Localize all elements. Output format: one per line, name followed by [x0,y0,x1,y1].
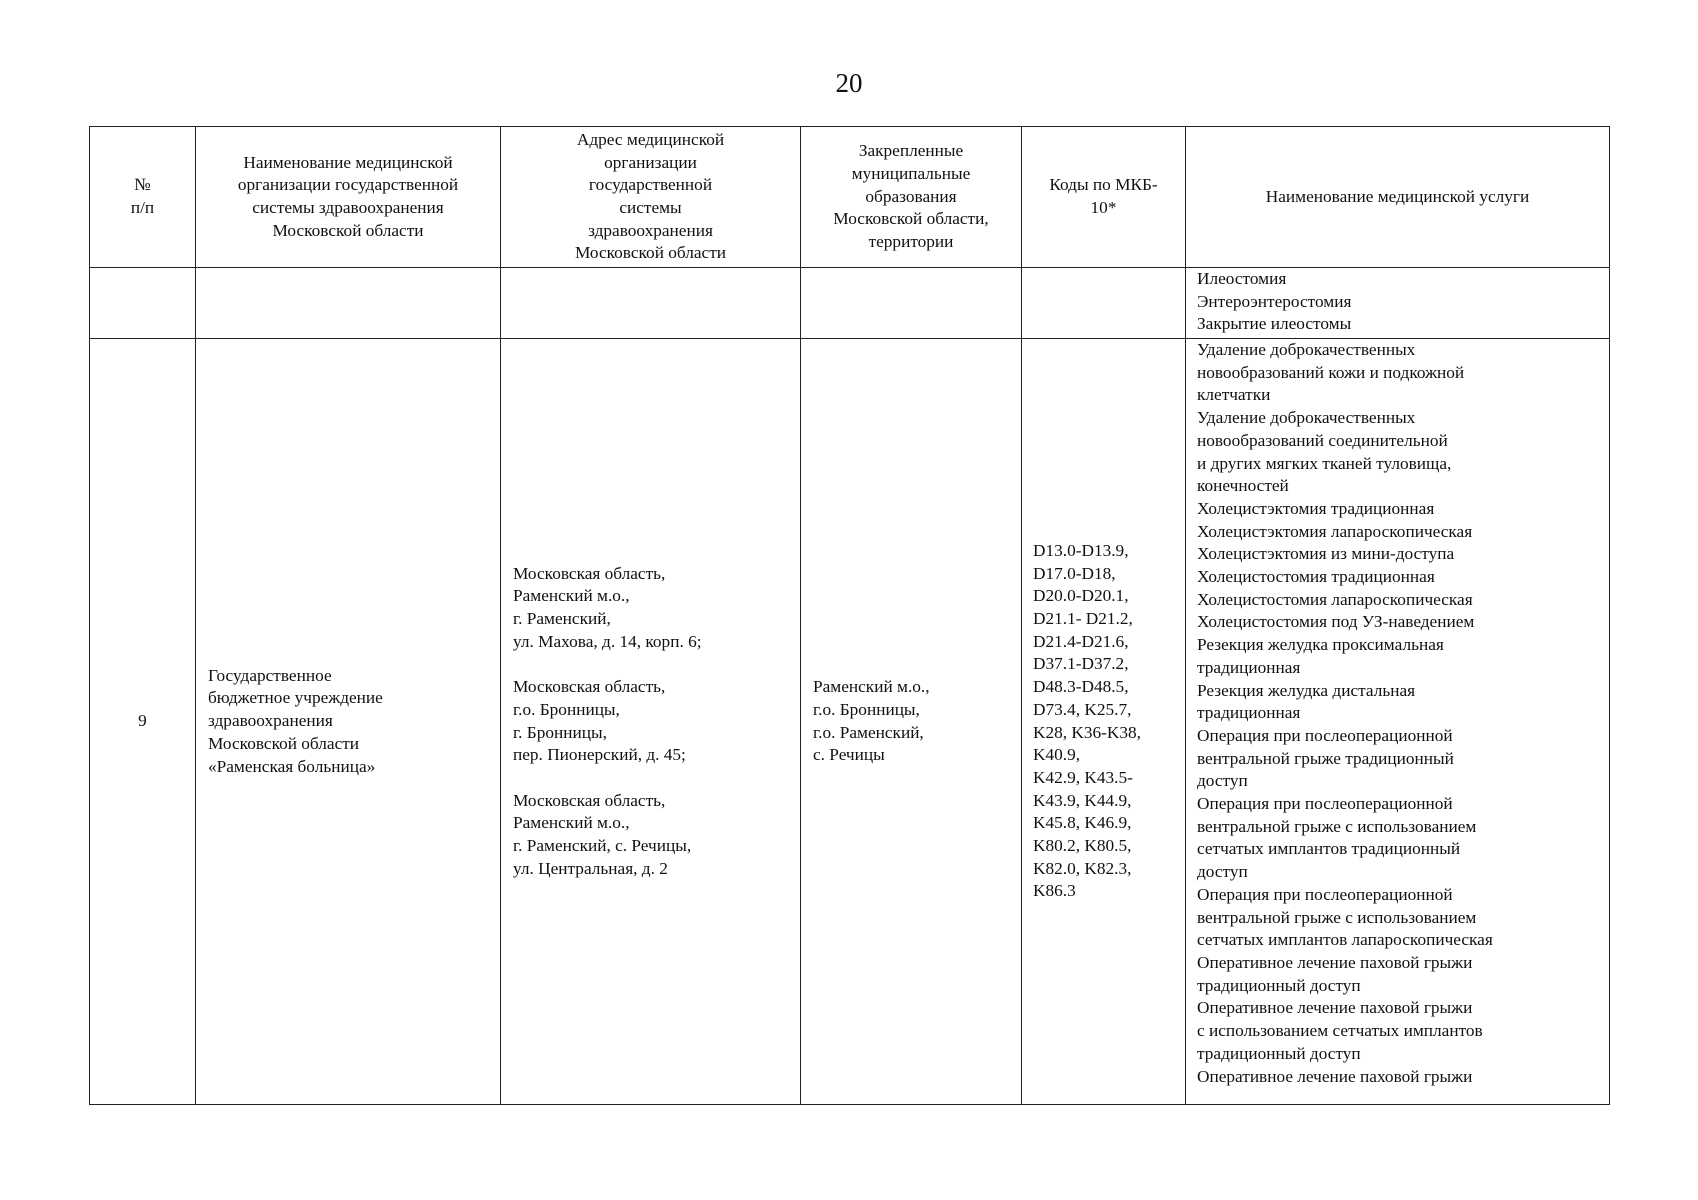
service-item: традиционный доступ [1197,1043,1361,1063]
page-number: 20 [835,68,863,98]
cell-empty [196,268,501,339]
service-item: Холецистэктомия лапароскопическая [1197,521,1473,541]
service-item: и других мягких тканей туловища, [1197,453,1452,473]
service-item: Холецистостомия традиционная [1197,567,1435,587]
service-item: доступ [1197,771,1248,791]
cell-empty [1022,268,1186,339]
cell-organization-name: Государственное бюджетное учреждение здравоохранения Московской области «Раменская больница» [196,339,501,1105]
cell-organization-address [501,339,801,1105]
service-item: традиционная [1197,657,1301,677]
cell-empty [801,268,1022,339]
service-item: вентральной грыже с использованием [1197,816,1477,836]
service-item: сетчатых имплантов лапароскопическая [1197,930,1493,950]
service-item: Удаление доброкачественных [1197,408,1416,428]
service-item: Холецистэктомия традиционная [1197,498,1435,518]
service-item: новообразований соединительной [1197,430,1448,450]
service-item: Резекция желудка дистальная [1197,680,1416,700]
service-item: Операция при послеоперационной [1197,884,1453,904]
service-item: Операция при послеоперационной [1197,794,1453,814]
medical-organizations-table [89,126,1610,1105]
service-item: новообразований кожи и подкожной [1197,362,1465,382]
cell-municipalities: Раменский м.о., г.о. Бронницы, г.о. Раменский, с. Речицы [801,339,1022,1105]
service-item: клетчатки [1197,385,1271,405]
service-item: Энтероэнтеростомия [1197,291,1352,311]
service-item: Оперативное лечение паховой грыжи [1197,952,1473,972]
service-item: традиционная [1197,703,1301,723]
table-row [90,339,1610,1105]
service-item: Илеостомия [1197,269,1287,288]
service-item: Операция при послеоперационной [1197,725,1453,745]
address-block: Московская область, Раменский м.о., г. Раменский, с. Речицы, ул. Центральная, д. 2 [513,790,692,878]
address-block: Московская область, г.о. Бронницы, г. Бронницы, пер. Пионерский, д. 45; [513,677,686,765]
service-item: Холецистэктомия из мини-доступа [1197,544,1455,564]
header-organization-address: Адрес медицинской организации государственной системы здравоохранения Московской области [501,127,801,268]
header-organization-name: Наименование медицинской организации государственной системы здравоохранения Московской области [196,127,501,268]
table-row [90,268,1610,339]
header-service-name: Наименование медицинской услуги [1186,127,1610,268]
service-item: конечностей [1197,476,1289,496]
service-item: сетчатых имплантов традиционный [1197,839,1461,859]
service-item: Оперативное лечение паховой грыжи [1197,1066,1473,1086]
cell-row-number: 9 [90,339,196,1105]
service-item: доступ [1197,862,1248,882]
cell-icd-codes: D13.0-D13.9, D17.0-D18, D20.0-D20.1, D21.1- D21.2, D21.4-D21.6, D37.1-D37.2, D48.3-D48.5, D73.4, K25.7, K28, K36-K38, K40.9, K42.9, K43.5- K43.9, K44.9, K45.8, K46.9, K80.2, K80.5, K82.0, K82.3, K86.3 [1022,339,1186,1105]
header-municipalities: Закрепленные муниципальные образования Московской области, территории [801,127,1022,268]
service-item: Оперативное лечение паховой грыжи [1197,998,1473,1018]
cell-services [1186,339,1610,1105]
table-header-row [90,127,1610,268]
cell-empty [90,268,196,339]
service-item: Холецистостомия под УЗ-наведением [1197,612,1475,632]
service-item: с использованием сетчатых имплантов [1197,1021,1483,1041]
service-item: традиционный доступ [1197,975,1361,995]
service-item: Холецистостомия лапароскопическая [1197,589,1473,609]
cell-empty [501,268,801,339]
header-icd-codes: Коды по МКБ- 10* [1022,127,1186,268]
address-block: Московская область, Раменский м.о., г. Раменский, ул. Махова, д. 14, корп. 6; [513,563,702,651]
service-item: вентральной грыже с использованием [1197,907,1477,927]
header-number: № п/п [90,127,196,268]
cell-services [1186,268,1610,339]
service-item: вентральной грыже традиционный [1197,748,1454,768]
service-item: Закрытие илеостомы [1197,314,1352,334]
service-item: Удаление доброкачественных [1197,340,1416,359]
service-item: Резекция желудка проксимальная [1197,635,1444,655]
